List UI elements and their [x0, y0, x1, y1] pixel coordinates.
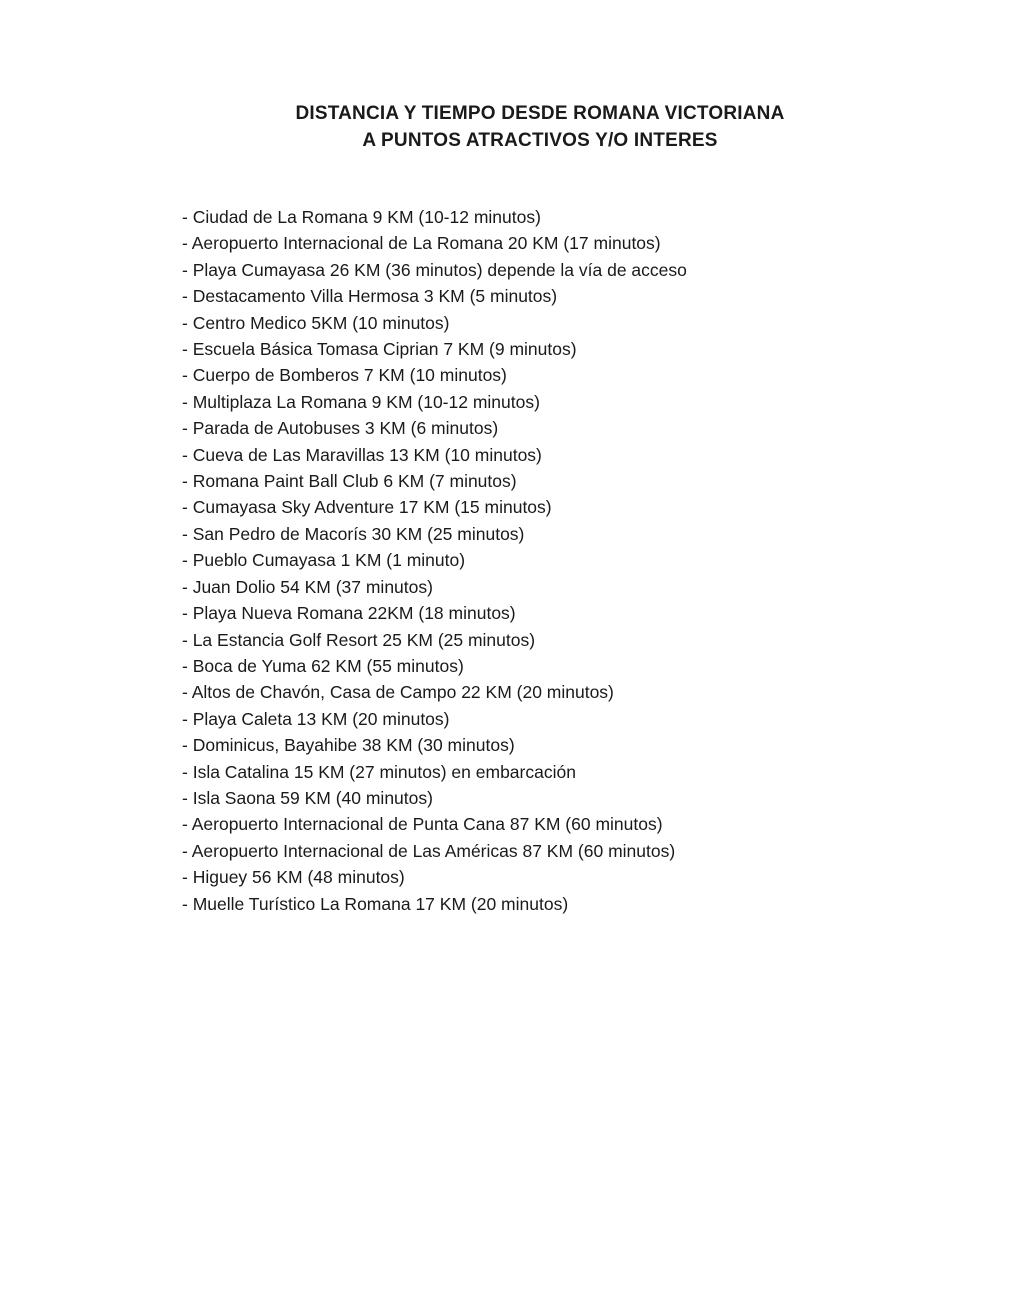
- list-item-text: Cueva de Las Maravillas 13 KM (10 minutos): [192, 444, 542, 465]
- list-item-bullet: -: [182, 787, 193, 808]
- list-item-text: Pueblo Cumayasa 1 KM (1 minuto): [192, 550, 466, 571]
- list-item-bullet: -: [182, 286, 193, 307]
- list-item-text: Romana Paint Ball Club 6 KM (7 minutos): [192, 471, 517, 492]
- list-item-bullet: -: [182, 814, 192, 835]
- list-item-text: Aeropuerto Internacional de La Romana 20 KM (17 minutos): [191, 233, 661, 254]
- list-item-text: Higuey 56 KM (48 minutos): [192, 867, 405, 888]
- list-item-bullet: -: [182, 312, 193, 333]
- list-item-text: Cumayasa Sky Adventure 17 KM (15 minutos): [192, 497, 552, 518]
- page-title-line-2: A PUNTOS ATRACTIVOS Y/O INTERES: [362, 130, 718, 151]
- list-item-bullet: -: [182, 867, 193, 888]
- list-item-bullet: -: [182, 471, 193, 492]
- list-item-bullet: -: [182, 391, 193, 412]
- list-item-bullet: -: [182, 233, 192, 254]
- list-item: [182, 891, 898, 917]
- list-item: [182, 204, 898, 230]
- list-item: [182, 732, 898, 758]
- list-item: [182, 494, 898, 520]
- list-item: [182, 679, 898, 705]
- list-item: [182, 521, 898, 547]
- list-item-text: Playa Cumayasa 26 KM (36 minutos) depende la vía de acceso: [192, 259, 687, 280]
- list-item: [182, 811, 898, 837]
- list-item: [182, 838, 898, 864]
- list-item: [182, 336, 898, 362]
- list-item-text: Playa Nueva Romana 22KM (18 minutos): [192, 603, 516, 624]
- list-item-text: Muelle Turístico La Romana 17 KM (20 minutos): [192, 893, 569, 914]
- list-item: [182, 468, 898, 494]
- list-item-text: Cuerpo de Bomberos 7 KM (10 minutos): [192, 365, 507, 386]
- list-item: [182, 574, 898, 600]
- list-item: [182, 257, 898, 283]
- list-item: [182, 759, 898, 785]
- list-item-bullet: -: [182, 603, 193, 624]
- list-item-bullet: -: [182, 259, 193, 280]
- list-item-bullet: -: [182, 444, 193, 465]
- document-content: [182, 100, 898, 917]
- list-item: [182, 600, 898, 626]
- list-item-text: La Estancia Golf Resort 25 KM (25 minutos): [192, 629, 536, 650]
- list-item: [182, 653, 898, 679]
- list-item-bullet: -: [182, 339, 193, 360]
- list-item-bullet: -: [182, 629, 193, 650]
- list-item-bullet: -: [182, 893, 193, 914]
- list-item-text: Escuela Básica Tomasa Ciprian 7 KM (9 minutos): [192, 339, 577, 360]
- list-item-bullet: -: [182, 655, 193, 676]
- list-item-text: Aeropuerto Internacional de Punta Cana 87 KM (60 minutos): [191, 814, 663, 835]
- list-item: [182, 389, 898, 415]
- list-item-text: Ciudad de La Romana 9 KM (10-12 minutos): [192, 207, 541, 227]
- list-item-bullet: -: [182, 207, 193, 227]
- list-item-text: Isla Saona 59 KM (40 minutos): [192, 787, 433, 808]
- list-item-text: Playa Caleta 13 KM (20 minutos): [192, 708, 450, 729]
- list-item-bullet: -: [182, 523, 193, 544]
- list-item: [182, 415, 898, 441]
- list-item-text: Isla Catalina 15 KM (27 minutos) en embarcación: [192, 761, 576, 782]
- list-item-text: Centro Medico 5KM (10 minutos): [192, 312, 450, 333]
- list-item-text: Altos de Chavón, Casa de Campo 22 KM (20 minutos): [191, 682, 614, 703]
- list-item-bullet: -: [182, 761, 193, 782]
- list-item: [182, 706, 898, 732]
- distance-list: [182, 204, 898, 917]
- list-item-bullet: -: [182, 418, 193, 439]
- list-item-text: Boca de Yuma 62 KM (55 minutos): [192, 655, 464, 676]
- list-item: [182, 283, 898, 309]
- list-item-text: Multiplaza La Romana 9 KM (10-12 minutos): [192, 391, 540, 412]
- list-item: [182, 785, 898, 811]
- list-item-bullet: -: [182, 682, 192, 703]
- list-item-text: San Pedro de Macorís 30 KM (25 minutos): [192, 523, 525, 544]
- list-item-bullet: -: [182, 550, 193, 571]
- list-item-text: Parada de Autobuses 3 KM (6 minutos): [192, 418, 499, 439]
- list-item-bullet: -: [182, 576, 193, 597]
- list-item-text: Aeropuerto Internacional de Las Américas 87 KM (60 minutos): [191, 840, 676, 861]
- list-item-text: Dominicus, Bayahibe 38 KM (30 minutos): [192, 735, 515, 756]
- list-item: [182, 310, 898, 336]
- list-item: [182, 442, 898, 468]
- list-item: [182, 864, 898, 890]
- list-item-bullet: -: [182, 365, 193, 386]
- page-title: [182, 100, 898, 154]
- list-item-bullet: -: [182, 497, 193, 518]
- list-item: [182, 362, 898, 388]
- list-item-bullet: -: [182, 708, 193, 729]
- list-item-text: Destacamento Villa Hermosa 3 KM (5 minutos): [192, 286, 558, 307]
- list-item: [182, 627, 898, 653]
- list-item-text: Juan Dolio 54 KM (37 minutos): [192, 576, 433, 597]
- list-item-bullet: -: [182, 840, 192, 861]
- list-item: [182, 547, 898, 573]
- list-item: [182, 230, 898, 256]
- page-title-line-1: DISTANCIA Y TIEMPO DESDE ROMANA VICTORIANA: [295, 103, 785, 124]
- list-item-bullet: -: [182, 735, 193, 756]
